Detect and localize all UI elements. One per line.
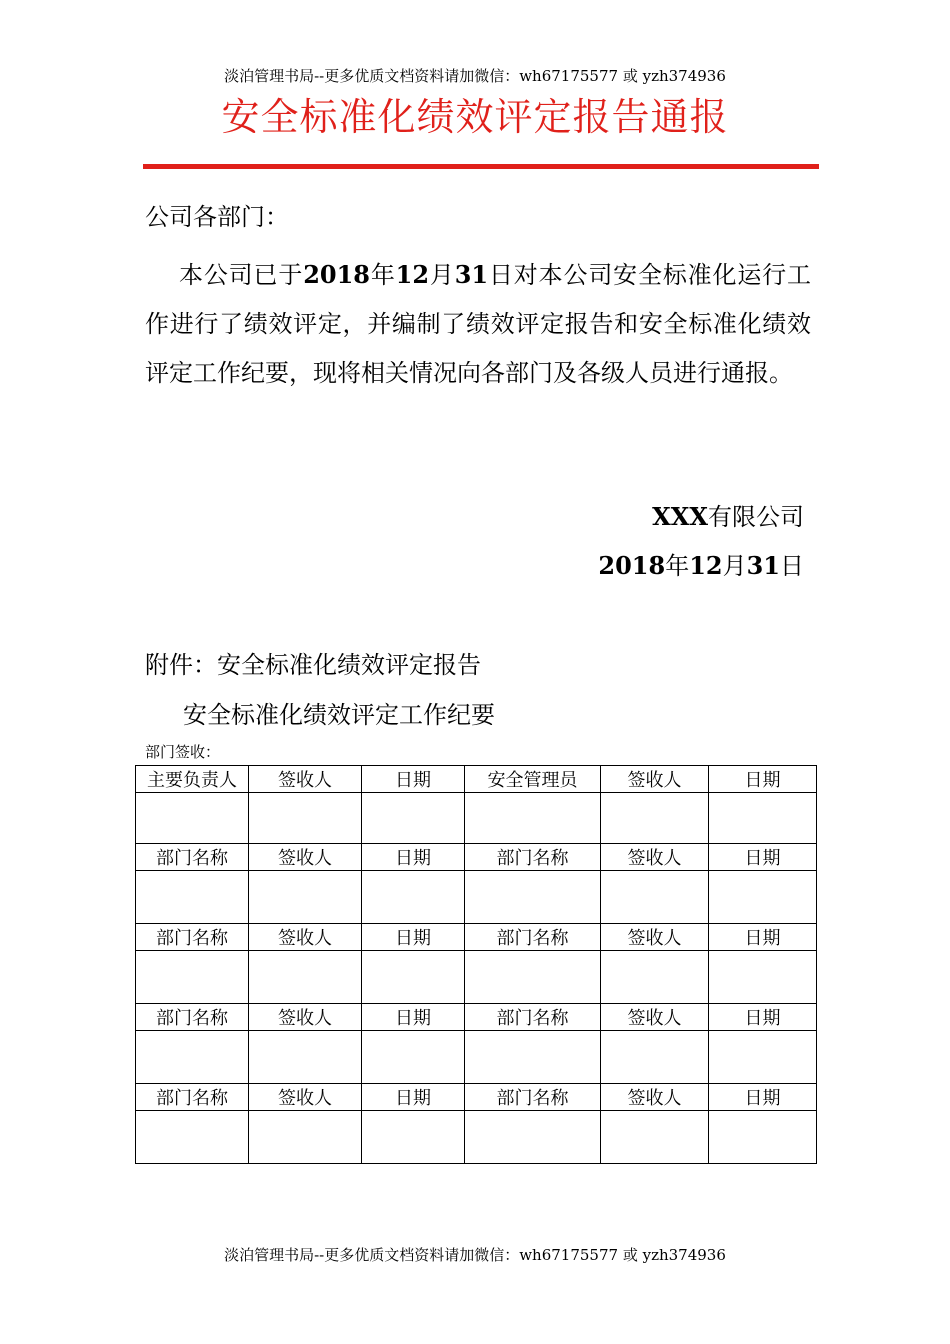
table-blank-row — [136, 793, 817, 844]
header-cell: 签收人 — [601, 1084, 709, 1111]
table-blank-row — [136, 871, 817, 924]
header-cell: 主要负责人 — [136, 766, 249, 793]
signature-company — [652, 500, 804, 534]
title-divider — [143, 164, 819, 169]
sign-caption: 部门签收： — [145, 743, 221, 761]
body-year-unit: 年 — [369, 261, 396, 289]
body-day: 31 — [454, 260, 489, 289]
signoff-table — [135, 765, 817, 1164]
header-cell: 日期 — [362, 924, 465, 951]
header-cell: 签收人 — [601, 766, 709, 793]
date-day: 31 — [746, 551, 780, 580]
table-blank-row — [136, 1031, 817, 1084]
blank-cell[interactable] — [601, 793, 709, 844]
header-cell: 日期 — [362, 844, 465, 871]
header-cell: 签收人 — [249, 766, 362, 793]
header-cell: 部门名称 — [136, 1084, 249, 1111]
blank-cell[interactable] — [136, 1111, 249, 1164]
blank-cell[interactable] — [709, 951, 817, 1004]
header-cell: 签收人 — [249, 1084, 362, 1111]
company-suffix: 有限公司 — [708, 503, 804, 531]
blank-cell[interactable] — [249, 1111, 362, 1164]
header-cell: 部门名称 — [465, 924, 601, 951]
attachment-line-2: 安全标准化绩效评定工作纪要 — [183, 701, 495, 729]
date-month: 12 — [689, 551, 723, 580]
header-cell: 部门名称 — [465, 844, 601, 871]
blank-cell[interactable] — [465, 1111, 601, 1164]
blank-cell[interactable] — [465, 1031, 601, 1084]
blank-cell[interactable] — [249, 793, 362, 844]
watermark-top: 淡泊管理书局--更多优质文档资料请加微信：wh67175577 或 yzh374936 — [224, 67, 726, 85]
header-cell: 日期 — [709, 766, 817, 793]
header-cell: 签收人 — [249, 924, 362, 951]
header-cell: 签收人 — [249, 1004, 362, 1031]
document-title: 安全标准化绩效评定报告通报 — [221, 95, 729, 139]
date-month-unit: 月 — [722, 552, 747, 580]
blank-cell[interactable] — [362, 793, 465, 844]
blank-cell[interactable] — [362, 871, 465, 924]
table-header-row — [136, 924, 817, 951]
body-year: 2018 — [303, 260, 370, 289]
blank-cell[interactable] — [465, 871, 601, 924]
header-cell: 日期 — [709, 1004, 817, 1031]
header-cell: 日期 — [709, 924, 817, 951]
header-cell: 签收人 — [601, 924, 709, 951]
date-year-unit: 年 — [665, 552, 690, 580]
header-cell: 部门名称 — [136, 844, 249, 871]
header-cell: 日期 — [709, 1084, 817, 1111]
body-post: 日对本公司安全标准化运行工作进行了绩效评定，并编制了绩效评定报告和安全标准化绩效评定工作纪要，现将相关情况向各部门及各级人员进行通报。 — [145, 261, 812, 387]
watermark-bottom: 淡泊管理书局--更多优质文档资料请加微信：wh67175577 或 yzh374936 — [224, 1246, 726, 1264]
header-cell: 安全管理员 — [465, 766, 601, 793]
header-cell: 签收人 — [601, 844, 709, 871]
blank-cell[interactable] — [601, 951, 709, 1004]
blank-cell[interactable] — [136, 793, 249, 844]
date-day-unit: 日 — [780, 552, 804, 580]
table-header-row — [136, 766, 817, 793]
blank-cell[interactable] — [249, 871, 362, 924]
body-month-unit: 月 — [429, 261, 455, 289]
blank-cell[interactable] — [136, 871, 249, 924]
header-cell: 签收人 — [601, 1004, 709, 1031]
header-cell: 日期 — [709, 844, 817, 871]
blank-cell[interactable] — [709, 793, 817, 844]
blank-cell[interactable] — [136, 1031, 249, 1084]
blank-cell[interactable] — [601, 1031, 709, 1084]
blank-cell[interactable] — [709, 1031, 817, 1084]
company-prefix: XXX — [652, 502, 708, 531]
salutation: 公司各部门： — [145, 203, 289, 231]
blank-cell[interactable] — [362, 951, 465, 1004]
body-pre: 本公司已于 — [179, 261, 304, 289]
table-header-row — [136, 1084, 817, 1111]
blank-cell[interactable] — [465, 793, 601, 844]
header-cell: 部门名称 — [136, 1004, 249, 1031]
body-month: 12 — [395, 260, 430, 289]
blank-cell[interactable] — [362, 1111, 465, 1164]
blank-cell[interactable] — [465, 951, 601, 1004]
header-cell: 部门名称 — [136, 924, 249, 951]
header-cell: 日期 — [362, 1084, 465, 1111]
header-cell: 签收人 — [249, 844, 362, 871]
body-paragraph — [145, 250, 811, 398]
table-header-row — [136, 844, 817, 871]
header-cell: 日期 — [362, 766, 465, 793]
table-blank-row — [136, 951, 817, 1004]
header-cell: 日期 — [362, 1004, 465, 1031]
blank-cell[interactable] — [136, 951, 249, 1004]
attachment-line-1: 附件：安全标准化绩效评定报告 — [145, 651, 481, 679]
date-year: 2018 — [598, 551, 666, 580]
table-blank-row — [136, 1111, 817, 1164]
header-cell: 部门名称 — [465, 1084, 601, 1111]
blank-cell[interactable] — [601, 1111, 709, 1164]
signature-date — [598, 549, 804, 583]
table-header-row — [136, 1004, 817, 1031]
blank-cell[interactable] — [709, 871, 817, 924]
header-cell: 部门名称 — [465, 1004, 601, 1031]
blank-cell[interactable] — [601, 871, 709, 924]
blank-cell[interactable] — [709, 1111, 817, 1164]
blank-cell[interactable] — [362, 1031, 465, 1084]
blank-cell[interactable] — [249, 951, 362, 1004]
blank-cell[interactable] — [249, 1031, 362, 1084]
